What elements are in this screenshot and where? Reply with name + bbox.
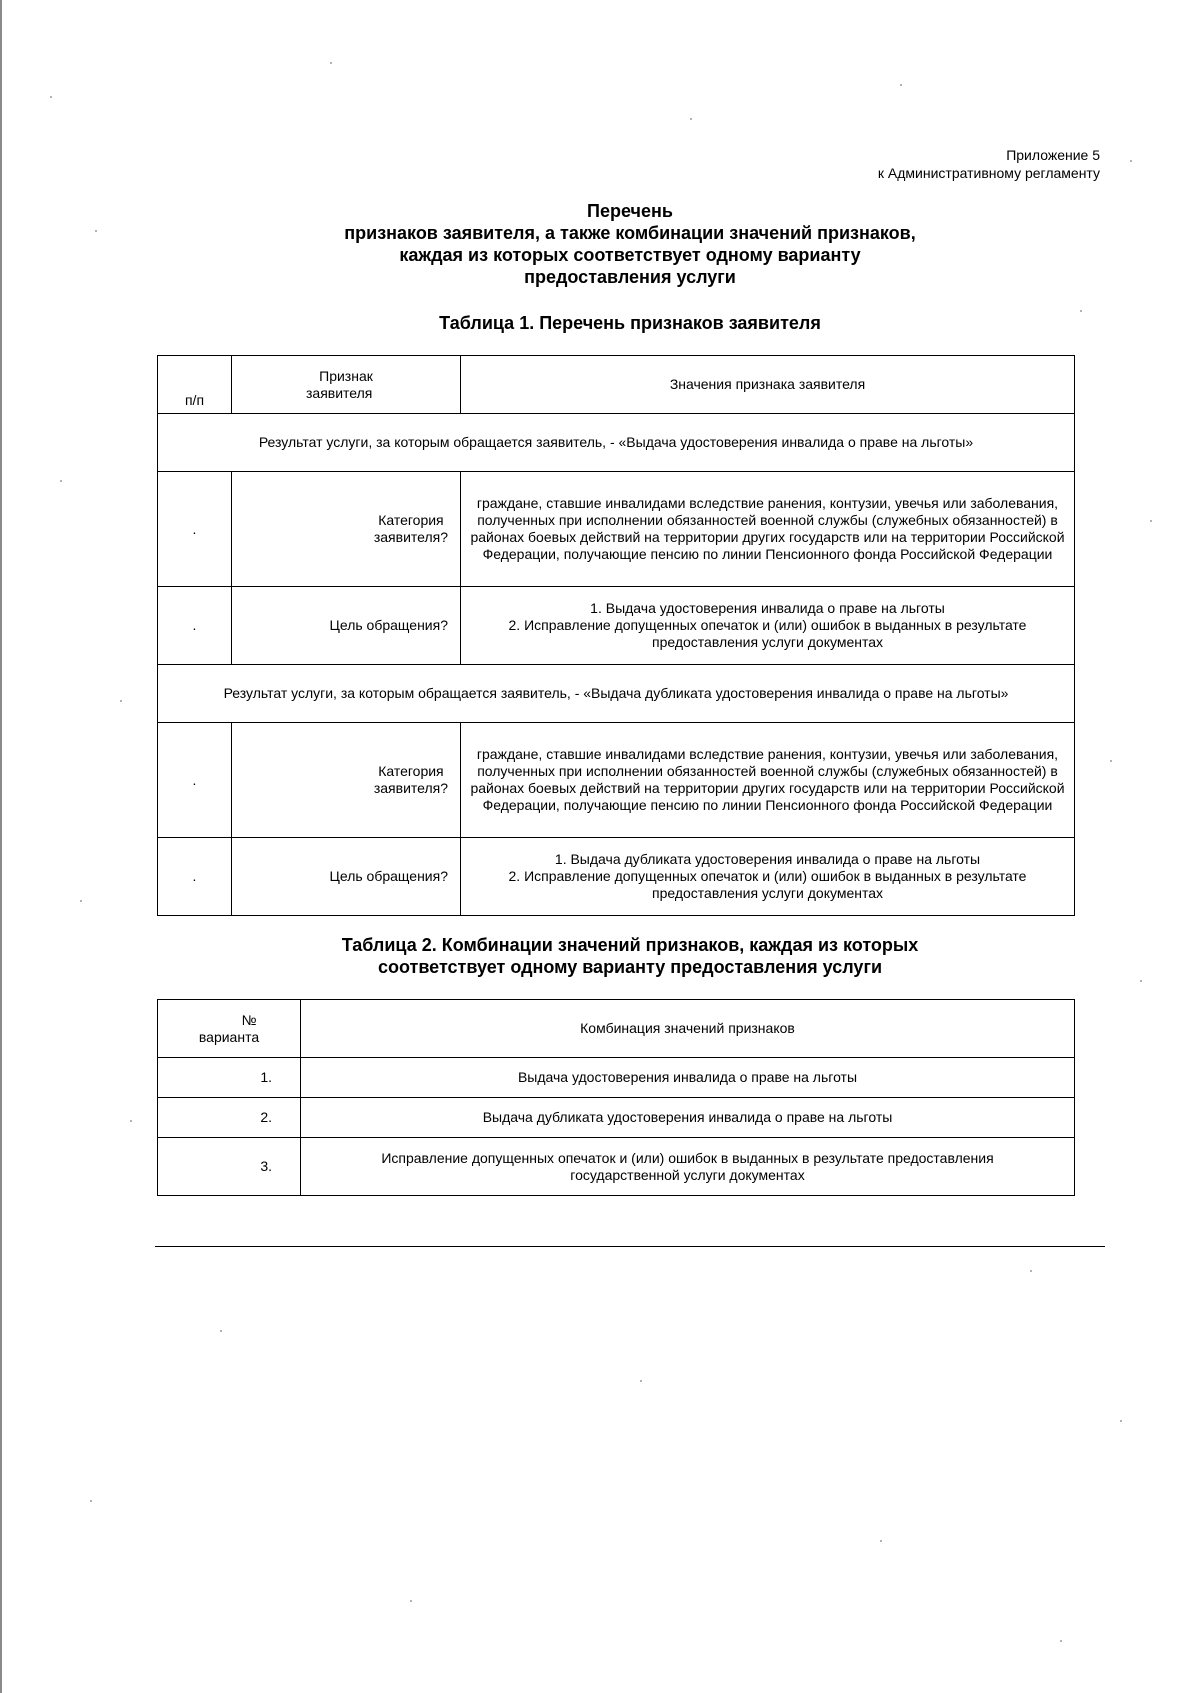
table-row bbox=[158, 838, 1075, 916]
scan-speck bbox=[1140, 980, 1142, 982]
scan-speck bbox=[1080, 310, 1082, 312]
table2-title-line-1: Таблица 2. Комбинации значений признаков, каждая из которых bbox=[341, 935, 919, 955]
table1-header-row bbox=[158, 356, 1075, 414]
variant-num: 2. bbox=[158, 1098, 301, 1138]
table-row bbox=[158, 1058, 1075, 1098]
scan-speck bbox=[80, 900, 82, 902]
scan-speck bbox=[640, 1380, 642, 1382]
table-row bbox=[158, 587, 1075, 665]
title-line-3: каждая из которых соответствует одному варианту bbox=[399, 245, 861, 265]
section-title: Результат услуги, за которым обращается заявитель, - «Выдача дубликата удостоверения инвалида о праве на льготы» bbox=[158, 665, 1075, 723]
section-title: Результат услуги, за которым обращается заявитель, - «Выдача удостоверения инвалида о праве на льготы» bbox=[158, 414, 1075, 472]
applicant-attributes-table bbox=[157, 355, 1075, 916]
row-attr: Цель обращения? bbox=[232, 587, 461, 665]
scan-speck bbox=[90, 1500, 92, 1502]
header-attr-line-2: заявителя bbox=[306, 384, 373, 401]
appendix-line-1: Приложение 5 bbox=[1006, 147, 1100, 163]
scan-speck bbox=[50, 96, 52, 98]
row-value-line-2: 2. Исправление допущенных опечаток и (или) ошибок в выданных в результате предоставления услуги документах bbox=[508, 617, 1027, 650]
row-attr bbox=[232, 723, 461, 838]
bottom-rule bbox=[155, 1246, 1105, 1247]
row-value: граждане, ставшие инвалидами вследствие ранения, контузии, увечья или заболевания, полученных при исполнении обязанностей военной службы (служебных обязанностей) в районах боевых действий на территории других государств или на территории Российской Федерации, получающие пенсию по линии Пенсионного фонда Российской Федерации bbox=[461, 472, 1075, 587]
scan-left-edge bbox=[0, 0, 2, 1693]
row-num: . bbox=[158, 587, 232, 665]
row-value: граждане, ставшие инвалидами вследствие ранения, контузии, увечья или заболевания, полученных при исполнении обязанностей военной службы (служебных обязанностей) в районах боевых действий на территории других государств или на территории Российской Федерации, получающие пенсию по линии Пенсионного фонда Российской Федерации bbox=[461, 723, 1075, 838]
scan-speck bbox=[1110, 760, 1112, 762]
table-row bbox=[158, 1138, 1075, 1196]
scan-speck bbox=[1130, 160, 1132, 162]
scan-speck bbox=[330, 62, 332, 64]
row-value bbox=[461, 838, 1075, 916]
row-num: . bbox=[158, 472, 232, 587]
row-value-line-2: 2. Исправление допущенных опечаток и (или) ошибок в выданных в результате предоставления услуги документах bbox=[508, 868, 1027, 901]
table-row bbox=[158, 723, 1075, 838]
section-row bbox=[158, 414, 1075, 472]
header-values: Значения признака заявителя bbox=[461, 356, 1075, 414]
row-attr-line-1: Категория bbox=[378, 763, 444, 779]
row-attr-line-1: Категория bbox=[378, 512, 444, 528]
scan-speck bbox=[60, 480, 62, 482]
header-attr bbox=[232, 356, 461, 414]
row-num: . bbox=[158, 723, 232, 838]
table2-title-line-2: соответствует одному варианту предоставления услуги bbox=[377, 957, 883, 977]
variant-num: 3. bbox=[158, 1138, 301, 1196]
scan-speck bbox=[1120, 1420, 1122, 1422]
document-title bbox=[230, 200, 1030, 288]
scan-speck bbox=[220, 1330, 222, 1332]
row-attr: Цель обращения? bbox=[232, 838, 461, 916]
variant-value: Выдача дубликата удостоверения инвалида о праве на льготы bbox=[301, 1098, 1075, 1138]
variant-value: Исправление допущенных опечаток и (или) ошибок в выданных в результате предоставления государственной услуги документах bbox=[301, 1138, 1075, 1196]
header-variant-num-line-1: № bbox=[241, 1011, 257, 1028]
scan-speck bbox=[1060, 1640, 1062, 1642]
title-line-2: признаков заявителя, а также комбинации значений признаков, bbox=[344, 223, 916, 243]
table2-title bbox=[230, 934, 1030, 978]
row-value-line-1: 1. Выдача удостоверения инвалида о праве на льготы bbox=[590, 600, 945, 616]
header-variant-num bbox=[158, 1000, 301, 1058]
row-attr-line-2: заявителя? bbox=[373, 780, 448, 796]
title-line-4: предоставления услуги bbox=[524, 267, 736, 287]
scan-speck bbox=[1030, 1270, 1032, 1272]
table2-header-row bbox=[158, 1000, 1075, 1058]
header-combination: Комбинация значений признаков bbox=[301, 1000, 1075, 1058]
section-row bbox=[158, 665, 1075, 723]
header-num: п/п bbox=[158, 356, 232, 414]
scan-speck bbox=[880, 1540, 882, 1542]
scan-speck bbox=[95, 230, 97, 232]
scan-speck bbox=[690, 118, 692, 120]
scan-speck bbox=[410, 1600, 412, 1602]
row-value-line-1: 1. Выдача дубликата удостоверения инвалида о праве на льготы bbox=[554, 851, 981, 867]
row-num: . bbox=[158, 838, 232, 916]
scan-speck bbox=[900, 84, 902, 86]
appendix-line-2: к Административному регламенту bbox=[877, 165, 1100, 181]
table-row bbox=[158, 472, 1075, 587]
scan-speck bbox=[1150, 520, 1152, 522]
header-variant-num-line-2: варианта bbox=[198, 1028, 260, 1045]
variant-combinations-table bbox=[157, 999, 1075, 1196]
variant-num: 1. bbox=[158, 1058, 301, 1098]
header-attr-line-1: Признак bbox=[319, 367, 373, 384]
row-value bbox=[461, 587, 1075, 665]
title-line-1: Перечень bbox=[587, 201, 673, 221]
scan-speck bbox=[130, 1120, 132, 1122]
row-attr bbox=[232, 472, 461, 587]
variant-value: Выдача удостоверения инвалида о праве на льготы bbox=[301, 1058, 1075, 1098]
table-row bbox=[158, 1098, 1075, 1138]
row-attr-line-2: заявителя? bbox=[373, 529, 448, 545]
appendix-note bbox=[878, 146, 1100, 182]
scan-speck bbox=[120, 700, 122, 702]
table1-title: Таблица 1. Перечень признаков заявителя bbox=[439, 313, 821, 333]
